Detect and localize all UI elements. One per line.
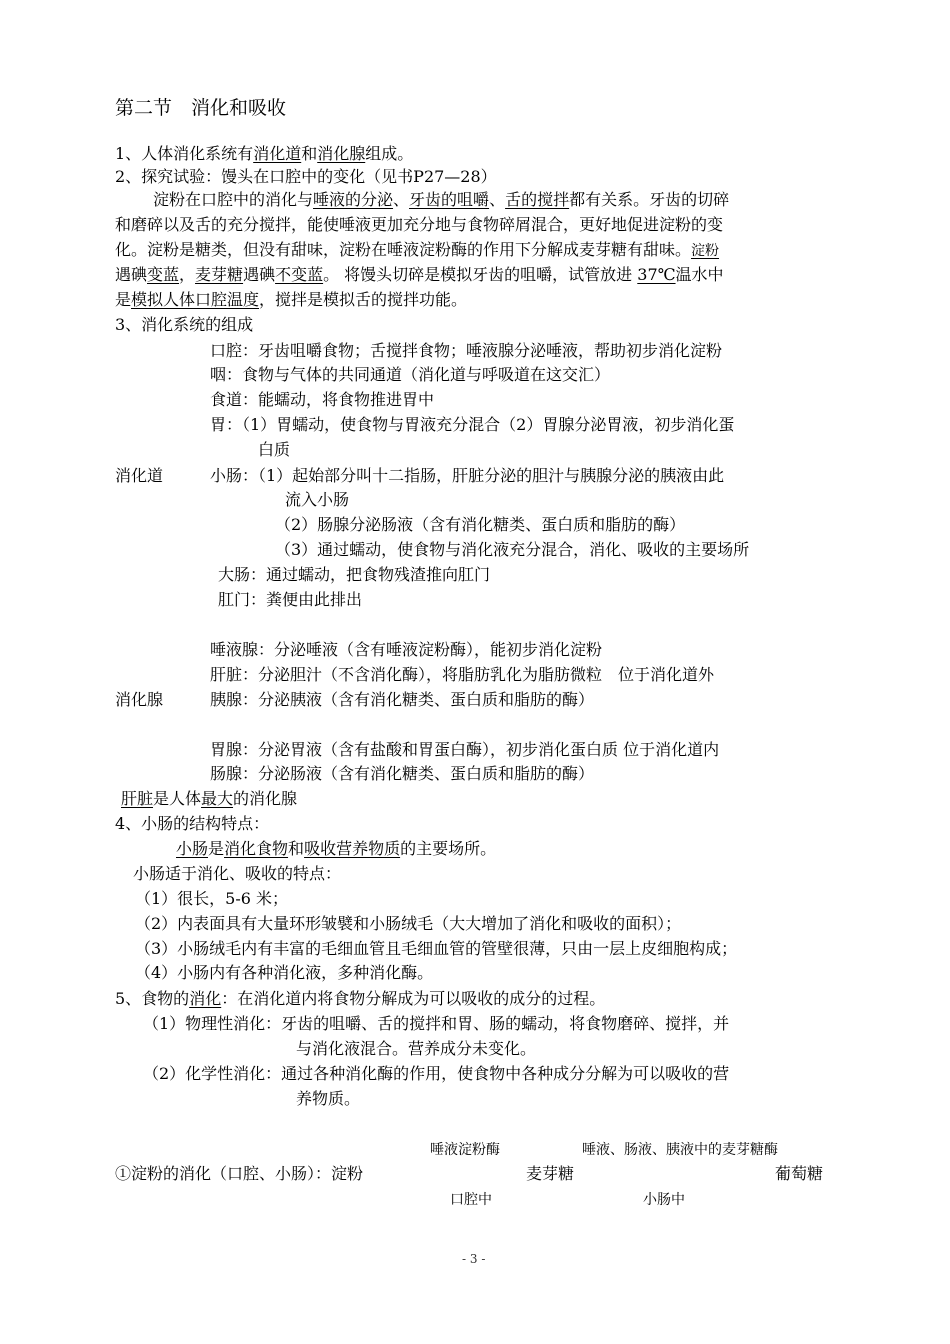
- underlined-term: 舌的搅拌: [505, 190, 570, 209]
- point-4-item: （3）小肠绒毛内有丰富的毛细血管且毛细血管的管壁很薄，只由一层上皮细胞构成；: [135, 939, 738, 958]
- text: ：在消化道内将食物分解成为可以吸收的成分的过程。: [221, 989, 606, 1008]
- text: 温水中: [675, 265, 724, 284]
- underlined-term: 肝脏: [121, 789, 154, 808]
- underlined-term: 变蓝: [147, 265, 180, 284]
- physical-digestion-cont: 与消化液混合。营养成分未变化。: [296, 1039, 537, 1058]
- tract-anus: 肛门：粪便由此排出: [218, 590, 363, 609]
- text: 。 将馒头切碎是模拟牙齿的咀嚼，试管放进: [323, 265, 638, 284]
- enzyme-label-2: 唾液、肠液、胰液中的麦芽糖酶: [582, 1142, 778, 1158]
- text: 1、人体消化系统有: [115, 144, 254, 163]
- underlined-term: 消化道: [253, 144, 302, 163]
- underlined-term: 牙齿的咀嚼: [409, 190, 490, 209]
- gland-pancreas: 胰腺：分泌胰液（含有消化糖类、蛋白质和脂肪的酶）: [210, 690, 595, 709]
- tract-esophagus: 食道：能蠕动，将食物推进胃中: [210, 390, 435, 409]
- text: 和磨碎以及舌的充分搅拌，能使唾液更加充分地与食物碎屑混合，更好地促进淀粉的变: [115, 215, 724, 234]
- point-3-heading: 3、消化系统的组成: [115, 315, 254, 334]
- label-digestive-glands: 消化腺: [115, 690, 164, 709]
- text: 是: [208, 839, 225, 858]
- tract-small-intestine-2: （2）肠腺分泌肠液（含有消化糖类、蛋白质和脂肪的酶）: [275, 515, 686, 534]
- text: 都有关系。牙齿的切碎: [569, 190, 730, 209]
- text: 的消化腺: [233, 789, 298, 808]
- underlined-term: 最大: [201, 789, 234, 808]
- text: 遇碘: [115, 265, 148, 284]
- text: ，: [179, 265, 196, 284]
- text: 组成。: [365, 144, 414, 163]
- page-number: - 3 -: [462, 1252, 486, 1266]
- underlined-term: 吸收营养物质: [304, 839, 401, 858]
- point-5-heading: [115, 988, 605, 1010]
- gland-liver: 肝脏：分泌胆汁（不含消化酶），将脂肪乳化为脂肪微粒 位于消化道外: [210, 665, 715, 684]
- tract-small-intestine-cont: 流入小肠: [285, 490, 350, 509]
- text: 遇碘: [243, 265, 276, 284]
- underlined-term: 麦芽糖: [195, 265, 244, 284]
- text: 和: [301, 144, 318, 163]
- text: 和: [288, 839, 305, 858]
- tract-stomach-cont: 白质: [258, 440, 291, 459]
- section-title: 第二节 消化和吸收: [115, 97, 287, 119]
- tract-small-intestine-3: （3）通过蠕动，使食物与消化液充分混合，消化、吸收的主要场所: [275, 540, 750, 559]
- underlined-term: 37℃: [637, 265, 676, 284]
- enzyme-label-1: 唾液淀粉酶: [430, 1142, 500, 1158]
- text: 是: [115, 290, 132, 309]
- text: 化。淀粉是糖类，但没有甜味，淀粉在唾液淀粉酶的作用下分解成麦芽糖有甜味。: [115, 240, 692, 259]
- tract-mouth: 口腔：牙齿咀嚼食物；舌搅拌食物；唾液腺分泌唾液，帮助初步消化淀粉: [210, 341, 723, 360]
- tract-stomach: 胃：（1）胃蠕动，使食物与胃液充分混合（2）胃腺分泌胃液，初步消化蛋: [210, 415, 735, 434]
- underlined-term: 唾液的分泌: [313, 190, 394, 209]
- chemical-digestion: （2）化学性消化：通过各种消化酶的作用，使食物中各种成分分解为可以吸收的营: [143, 1064, 730, 1083]
- point-2-line: [115, 264, 724, 286]
- point-2-line: [115, 214, 723, 236]
- liver-note: [121, 788, 297, 810]
- underlined-term: 小肠: [176, 839, 209, 858]
- point-2-heading: 2、探究试验：馒头在口腔中的变化（见书P27—28）: [115, 167, 497, 186]
- starch-reaction-label: ①淀粉的消化（口腔、小肠）：淀粉: [115, 1164, 364, 1183]
- underlined-term: 消化腺: [317, 144, 366, 163]
- text: 淀粉在口腔中的消化与: [153, 190, 314, 209]
- tract-large-intestine: 大肠：通过蠕动，把食物残渣推向肛门: [218, 565, 491, 584]
- text: ，搅拌是模拟舌的搅拌功能。: [259, 290, 468, 309]
- point-4-heading: 4、小肠的结构特点：: [115, 814, 270, 833]
- point-4-item: （1）很长，5-6 米；: [135, 889, 289, 908]
- gland-gastric: 胃腺：分泌胃液（含有盐酸和胃蛋白酶），初步消化蛋白质 位于消化道内: [210, 740, 720, 759]
- text: 是人体: [153, 789, 202, 808]
- underlined-term: 不变蓝: [275, 265, 324, 284]
- label-digestive-tract: 消化道: [115, 466, 164, 485]
- point-4-item: （2）内表面具有大量环形皱襞和小肠绒毛（大大增加了消化和吸收的面积）；: [135, 914, 682, 933]
- underlined-term: 淀粉: [691, 243, 720, 259]
- physical-digestion: （1）物理性消化：牙齿的咀嚼、舌的搅拌和胃、肠的蠕动，将食物磨碎、搅拌，并: [143, 1014, 730, 1033]
- place-label-1: 口腔中: [450, 1192, 492, 1208]
- point-2-line: [115, 289, 467, 311]
- chemical-digestion-cont: 养物质。: [296, 1089, 361, 1108]
- gland-salivary: 唾液腺：分泌唾液（含有唾液淀粉酶），能初步消化淀粉: [210, 640, 603, 659]
- point-4-line: 小肠适于消化、吸收的特点：: [133, 864, 342, 883]
- place-label-2: 小肠中: [643, 1192, 685, 1208]
- underlined-term: 消化食物: [224, 839, 289, 858]
- point-4-line: [176, 838, 496, 860]
- point-2-line: [115, 239, 719, 261]
- text: 的主要场所。: [400, 839, 497, 858]
- underlined-term: 消化: [189, 989, 222, 1008]
- glucose-label: 葡萄糖: [775, 1164, 824, 1183]
- underlined-term: 模拟人体口腔温度: [131, 290, 260, 309]
- text: 、: [489, 190, 506, 209]
- point-4-item: （4）小肠内有各种消化液，多种消化酶。: [135, 963, 434, 982]
- text: 、: [393, 190, 410, 209]
- tract-small-intestine: 小肠：（1）起始部分叫十二指肠，肝脏分泌的胆汁与胰腺分泌的胰液由此: [210, 466, 725, 485]
- point-1: [115, 143, 413, 165]
- gland-intestinal: 肠腺：分泌肠液（含有消化糖类、蛋白质和脂肪的酶）: [210, 764, 595, 783]
- tract-pharynx: 咽：食物与气体的共同通道（消化道与呼吸道在这交汇）: [210, 365, 611, 384]
- text: 5、食物的: [115, 989, 190, 1008]
- maltose-label: 麦芽糖: [526, 1164, 575, 1183]
- point-2-line: [153, 189, 729, 211]
